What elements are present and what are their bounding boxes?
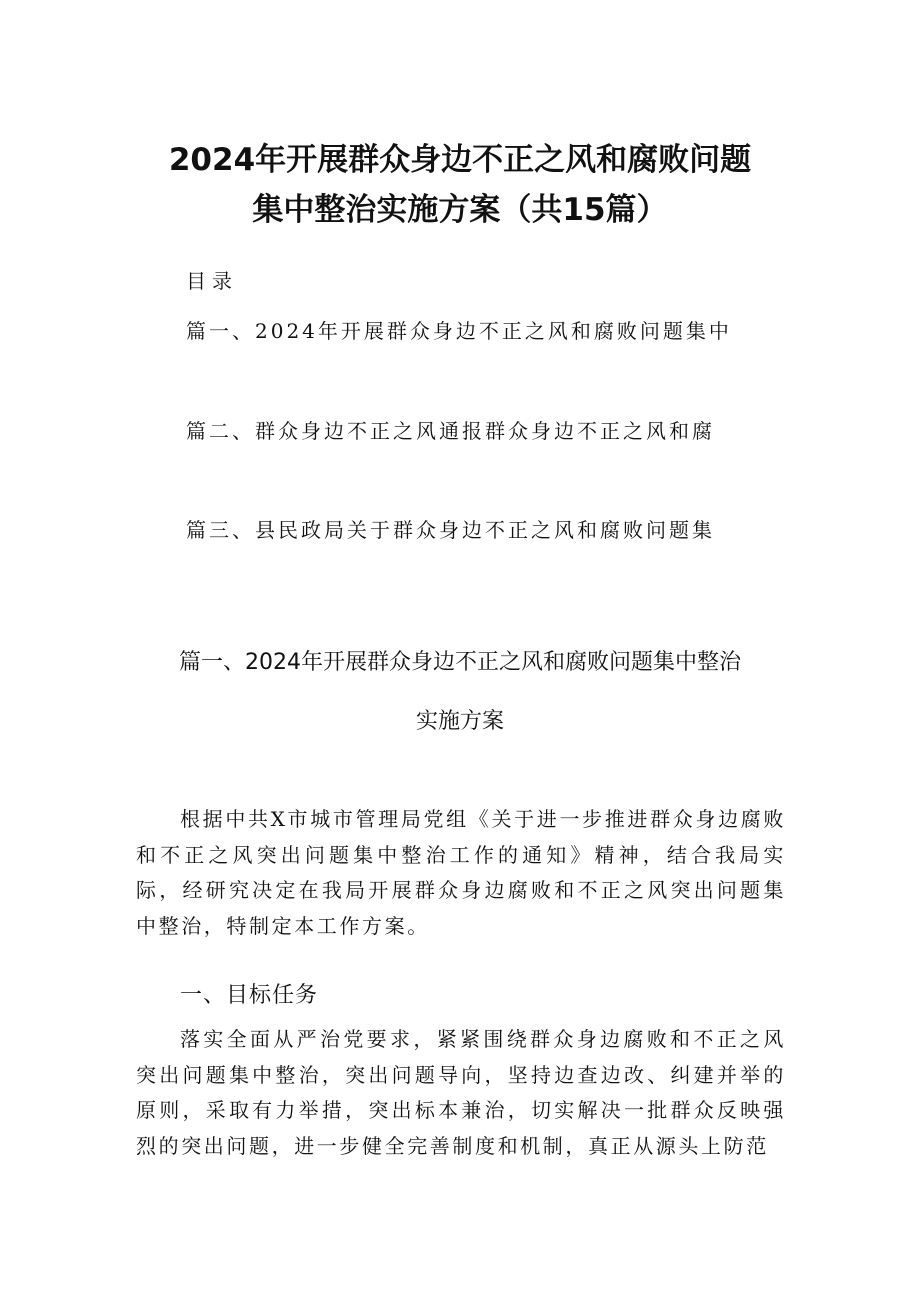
toc-item-2: 篇二、群众身边不正之风通报群众身边不正之风和腐 [186,419,715,443]
section-title-line-1: 篇一、2024年开展群众身边不正之风和腐败问题集中整治 [179,650,741,675]
toc-label: 目录 [186,269,238,293]
body-paragraph-2: 落实全面从严治党要求，紧紧围绕群众身边腐败和不正之风突出问题集中整治，突出问题导向，坚持边查边改、纠建并举的原则，采取有力举措，突出标本兼治，切实解决一批群众反映强烈的突出问题，进一步健全完善制度和机制，真正从源头上防范 [136,1027,786,1158]
body-paragraph-1: 根据中共X市城市管理局党组《关于进一步推进群众身边腐败和不正之风突出问题集中整治工作的通知》精神，结合我局实际，经研究决定在我局开展群众身边腐败和不正之风突出问题集中整治，特制定本工作方案。 [136,807,786,938]
document-title-line-1: 2024年开展群众身边不正之风和腐败问题 [168,142,752,178]
toc-item-3: 篇三、县民政局关于群众身边不正之风和腐败问题集 [186,518,715,542]
section-title-line-2: 实施方案 [415,709,504,734]
toc-item-1: 篇一、2024年开展群众身边不正之风和腐败问题集中 [186,319,732,343]
document-title-line-2: 集中整治实施方案（共15篇） [252,192,668,228]
subheading-objectives: 一、目标任务 [180,983,319,1008]
